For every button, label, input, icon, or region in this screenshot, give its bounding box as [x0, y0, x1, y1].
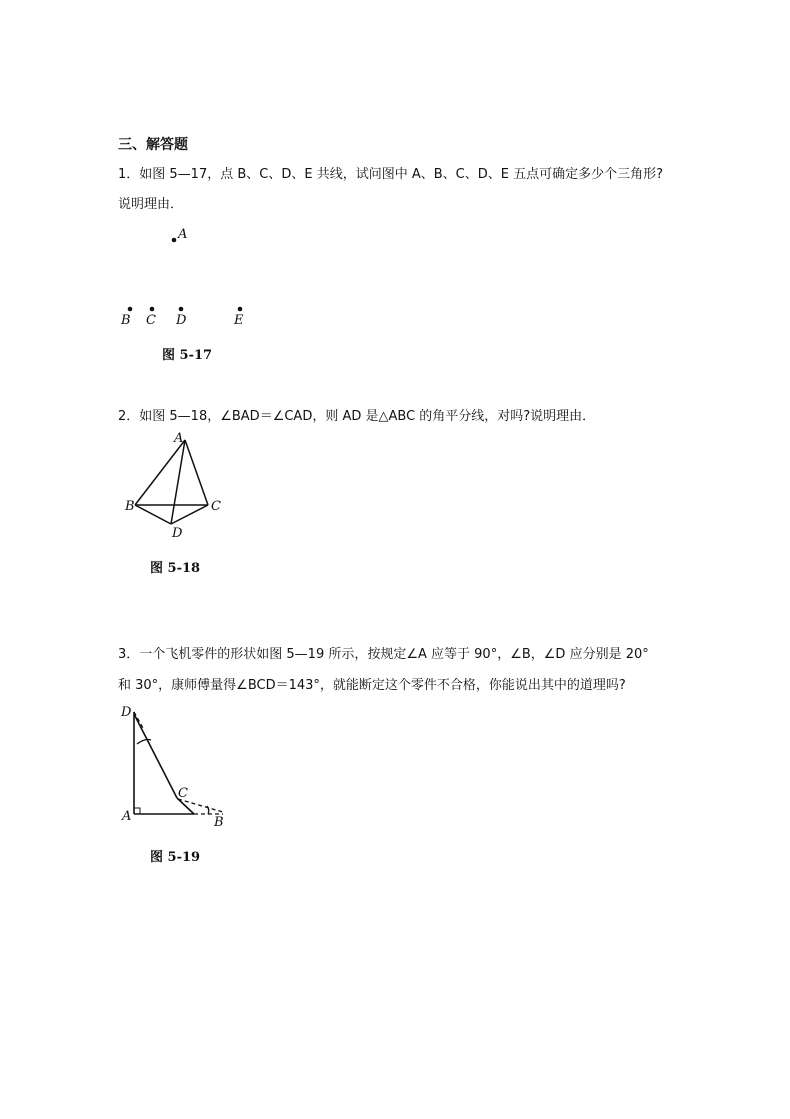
- right-angle-mark-a: [134, 808, 140, 814]
- point-label-d: D: [121, 705, 132, 720]
- question-3-line-2: 和 30°，康师傅量得∠BCD＝143°，就能断定这个零件不合格，你能说出其中的道理吗?: [118, 678, 626, 693]
- point-label-c: C: [178, 786, 188, 801]
- point-label-d: D: [176, 313, 187, 328]
- figure-5-17-caption: 图 5-17: [162, 348, 213, 363]
- segment-dc: [134, 714, 177, 798]
- figure-5-19-caption: 图 5-19: [150, 850, 201, 865]
- question-1-line-1: 1．如图 5—17，点 B、C、D、E 共线，试问图中 A、B、C、D、E 五点可确定多少个三角形?: [118, 167, 663, 182]
- point-label-a: A: [178, 227, 188, 242]
- point-label-e: E: [234, 313, 244, 328]
- point-label-a: A: [174, 431, 184, 446]
- point-label-b: B: [121, 313, 131, 328]
- point-label-c: C: [211, 499, 221, 514]
- point-label-d: D: [172, 526, 183, 541]
- point-label-a: A: [122, 809, 132, 824]
- question-2-line-1: 2．如图 5—18，∠BAD＝∠CAD，则 AD 是△ABC 的角平分线，对吗?说明理由．: [118, 409, 596, 424]
- question-1-line-2: 说明理由．: [118, 197, 184, 212]
- dashed-extension-d: [134, 712, 144, 730]
- point-label-c: C: [146, 313, 156, 328]
- figure-5-18-caption: 图 5-18: [150, 561, 201, 576]
- point-label-b: B: [214, 815, 224, 830]
- section-title: 三、解答题: [118, 137, 188, 153]
- question-3-line-1: 3．一个飞机零件的形状如图 5—19 所示，按规定∠A 应等于 90°，∠B，∠D 应分别是 20°: [118, 647, 649, 662]
- point-label-b: B: [125, 499, 135, 514]
